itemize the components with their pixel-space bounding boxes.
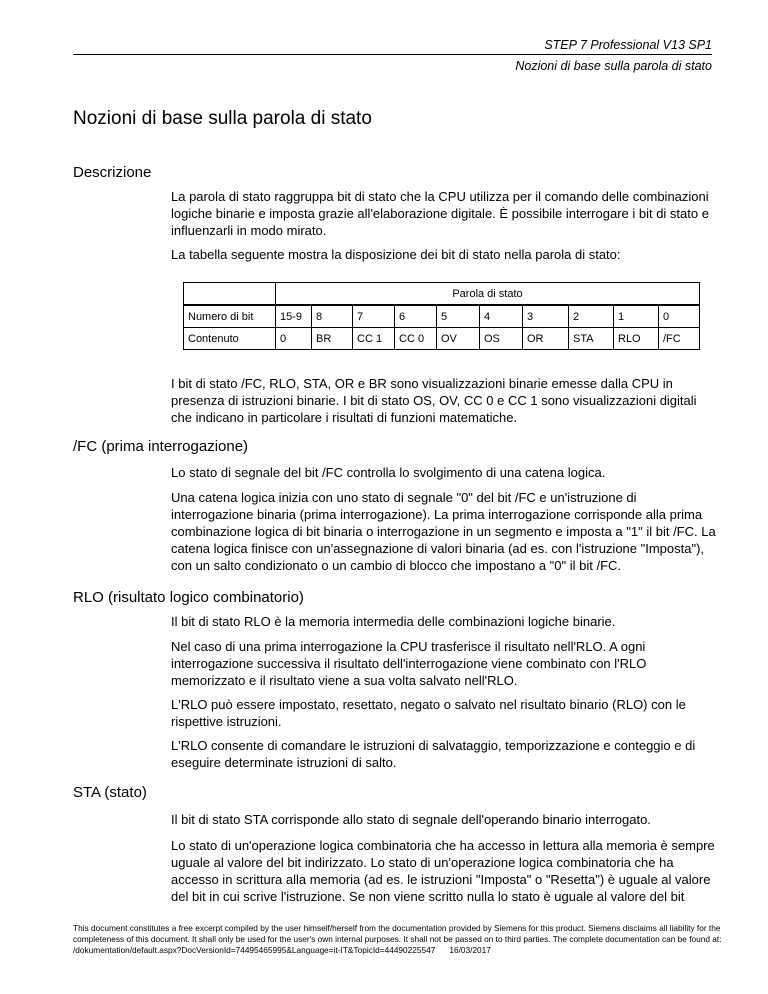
heading-sta: STA (stato) <box>73 784 147 801</box>
row-label-content: Contenuto <box>184 328 276 350</box>
page-title: Nozioni di base sulla parola di stato <box>73 108 372 129</box>
table-cell: 0 <box>659 305 700 328</box>
sta-paragraph-1: Il bit di stato STA corrisponde allo stato di segnale dell'operando binario interrogato. <box>171 812 651 827</box>
table-row-content <box>184 328 700 350</box>
table-cell: OR <box>523 328 569 350</box>
table-cell: 4 <box>480 305 523 328</box>
sta-paragraph-2: Lo stato di un'operazione logica combinatoria che ha accesso in lettura alla memoria è sempre uguale al valore del bit indirizzato. Lo stato di un'operazione logica combinatoria che ha accesso in scrittura alla memoria (ad es. le istruzioni "Imposta" o "Resetta") è uguale al valore del bit in cui scrive l'istruzione. Se non viene scritto nulla lo stato è uguale al valore del bit <box>171 838 715 904</box>
table-cell: 8 <box>312 305 353 328</box>
footer-path: /dokumentation/default.aspx?DocVersionId=74495465995&Language=it-IT&TopicId=44490225547 <box>73 945 436 955</box>
table-cell: OS <box>480 328 523 350</box>
table-cell: 0 <box>276 328 312 350</box>
table-cell: 2 <box>569 305 614 328</box>
header-topic: Nozioni di base sulla parola di stato <box>515 59 712 73</box>
rlo-paragraph-4: L'RLO consente di comandare le istruzioni di salvataggio, temporizzazione e conteggio e di eseguire determinate istruzioni di salto. <box>171 738 696 770</box>
rlo-paragraph-2: Nel caso di una prima interrogazione la CPU trasferisce il risultato nell'RLO. A ogni interrogazione successiva il risultato dell'interrogazione viene combinato con l'RLO memorizzato e il risultato viene a sua volta salvato nell'RLO. <box>171 639 647 688</box>
status-word-table <box>183 282 700 350</box>
table-cell: 6 <box>395 305 437 328</box>
table-cell: /FC <box>659 328 700 350</box>
table-cell: 7 <box>353 305 395 328</box>
header-rule <box>73 54 712 55</box>
table-cell: 15-9 <box>276 305 312 328</box>
table-header-row <box>184 283 700 306</box>
table-cell: 3 <box>523 305 569 328</box>
footer <box>73 923 723 956</box>
heading-rlo: RLO (risultato logico combinatorio) <box>73 589 304 606</box>
table-cell: 5 <box>437 305 480 328</box>
table-cell: OV <box>437 328 480 350</box>
row-label-bit-number: Numero di bit <box>184 305 276 328</box>
table-cell: BR <box>312 328 353 350</box>
footer-source-line <box>73 945 723 956</box>
table-cell: STA <box>569 328 614 350</box>
table-group-header: Parola di stato <box>276 283 700 306</box>
descrizione-paragraph-2: La tabella seguente mostra la disposizione dei bit di stato nella parola di stato: <box>171 247 621 262</box>
header-product: STEP 7 Professional V13 SP1 <box>544 38 712 52</box>
table-cell: 1 <box>614 305 659 328</box>
rlo-paragraph-1: Il bit di stato RLO è la memoria intermedia delle combinazioni logiche binarie. <box>171 614 616 629</box>
heading-descrizione: Descrizione <box>73 164 152 181</box>
table-header-empty-cell <box>184 283 276 306</box>
footer-disclaimer: This document constitutes a free excerpt compiled by the user himself/herself from the documentation provided by Siemens for this product. Siemens disclaims all liability for the completeness of this document. It shall only be used for the user's own internal purposes. It shall not be passed on to third parties. The complete documentation can be found at: <box>73 923 722 944</box>
descrizione-paragraph-3: I bit di stato /FC, RLO, STA, OR e BR sono visualizzazioni binarie emesse dalla CPU in presenza di istruzioni binarie. I bit di stato OS, OV, CC 0 e CC 1 sono visualizzazioni digitali che indicano in particolare i risultati di funzioni matematiche. <box>171 376 697 425</box>
footer-date: 16/03/2017 <box>449 945 491 955</box>
fc-paragraph-2: Una catena logica inizia con uno stato di segnale "0" del bit /FC e un'istruzione di interrogazione binaria (prima interrogazione). La prima interrogazione corrisponde alla prima combinazione logica di bit binaria o interrogazione in un segmento e imposta a "1" il bit /FC. La catena logica finisce con un'assegnazione di valori binaria (ad es. con l'istruzione "Imposta"), con un salto condizionato o un cambio di blocco che impostano a "0" il bit /FC. <box>171 490 716 573</box>
table-cell: CC 0 <box>395 328 437 350</box>
rlo-paragraph-3: L'RLO può essere impostato, resettato, negato o salvato nel risultato binario (RLO) con le rispettive istruzioni. <box>171 697 686 729</box>
table-row-bit-number <box>184 305 700 328</box>
table-cell: RLO <box>614 328 659 350</box>
fc-paragraph-1: Lo stato di segnale del bit /FC controlla lo svolgimento di una catena logica. <box>171 465 606 480</box>
heading-fc: /FC (prima interrogazione) <box>73 438 249 455</box>
table-cell: CC 1 <box>353 328 395 350</box>
descrizione-paragraph-1: La parola di stato raggruppa bit di stato che la CPU utilizza per il comando delle combinazioni logiche binarie e imposta grazie all'elaborazione digitale. È possibile interrogare i bit di stato e influenzarli in modo mirato. <box>171 189 709 238</box>
